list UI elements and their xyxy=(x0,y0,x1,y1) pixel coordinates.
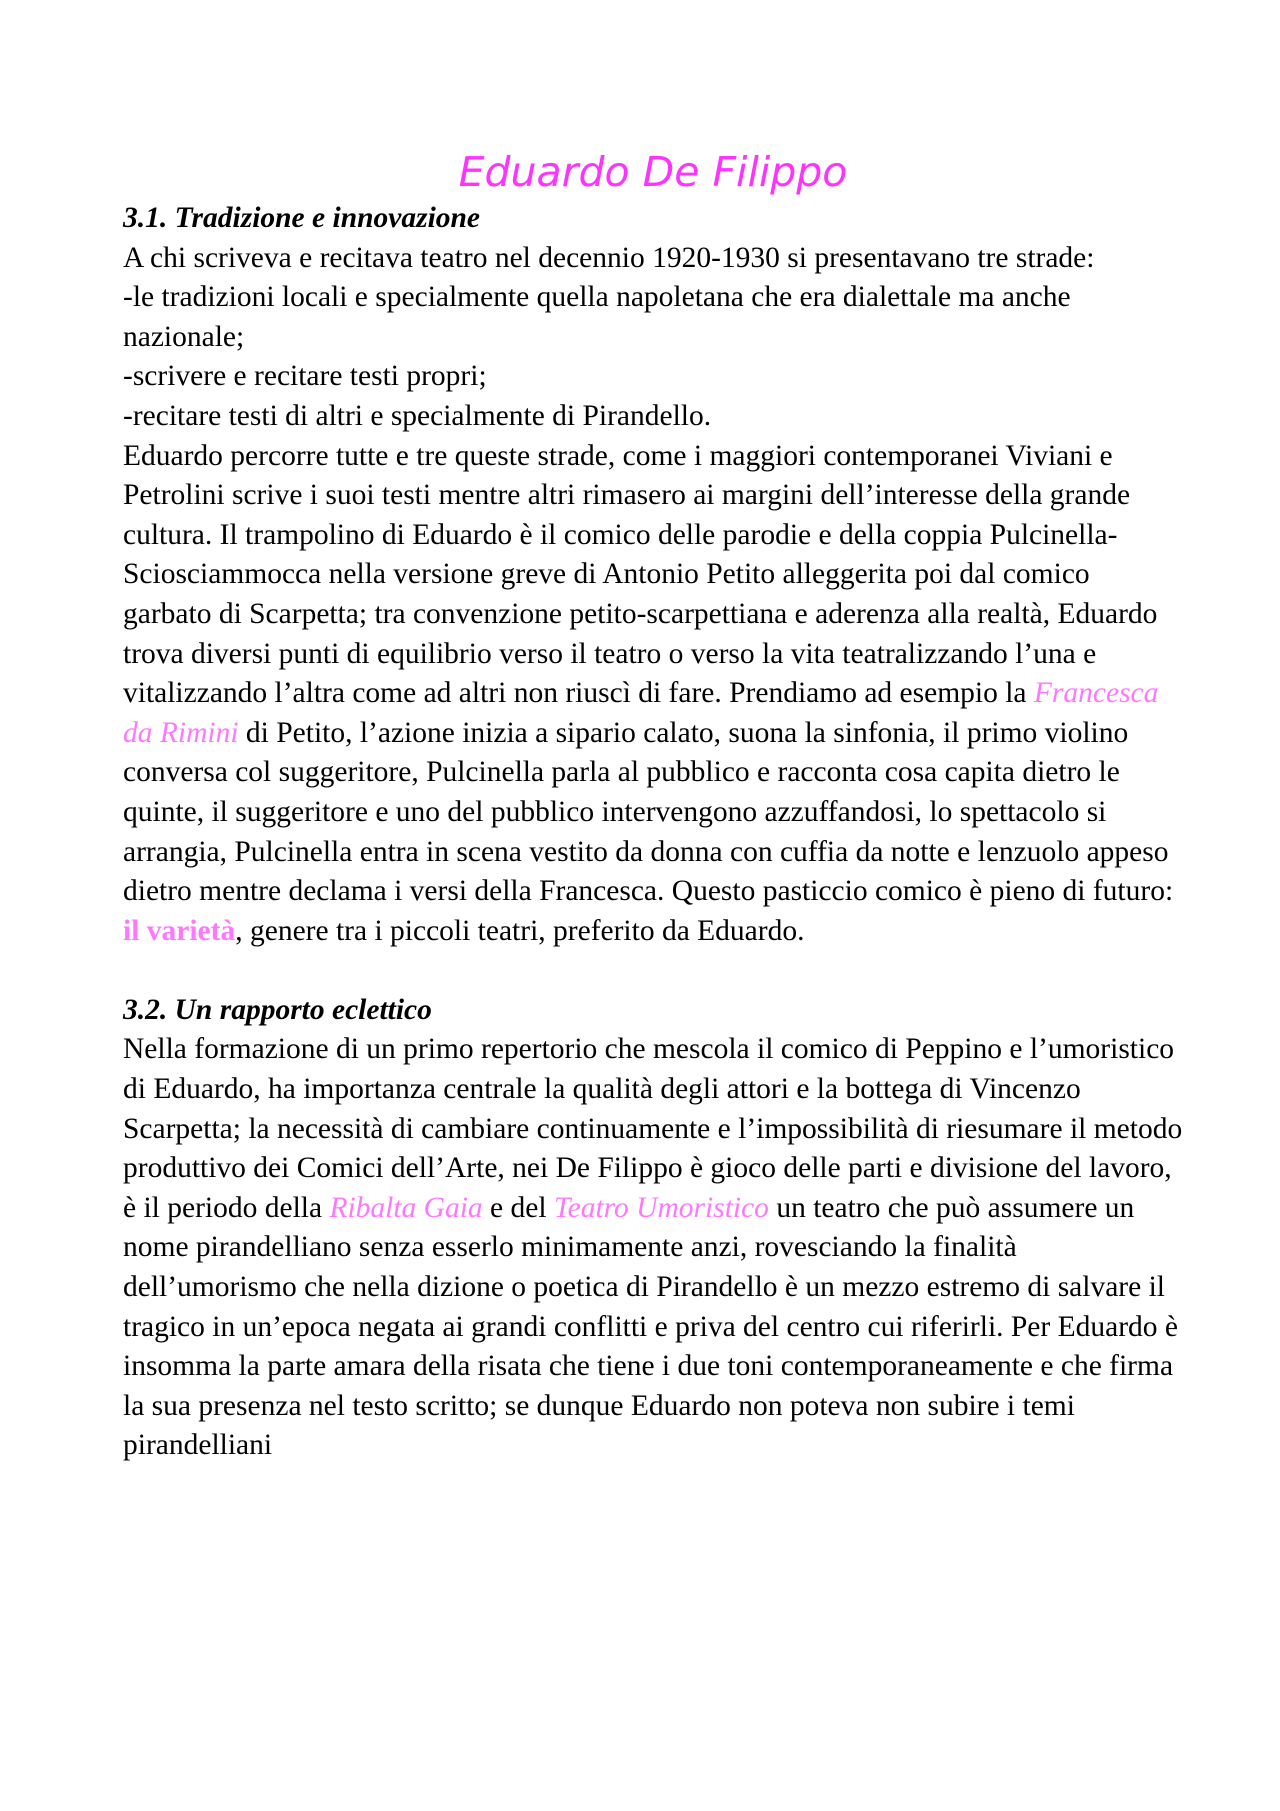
body-paragraph xyxy=(123,1030,1183,1466)
body-text: e del xyxy=(482,1191,554,1224)
work-title-francesca: Francesca da Rimini xyxy=(123,677,1159,749)
section-heading: 3.2. Un rapporto eclettico xyxy=(123,993,432,1026)
document-title: Eduardo De Filippo xyxy=(458,148,848,196)
section-1 xyxy=(123,199,1183,951)
section-2 xyxy=(123,991,1183,1466)
work-title-ribalta-gaia: Ribalta Gaia xyxy=(329,1191,483,1224)
list-item: -scrivere e recitare testi propri; xyxy=(123,360,487,393)
body-text: Nella formazione di un primo repertorio che mescola il comico di Peppino e l’umoristico di Eduardo, ha importanza centrale la qualità degli attori e la bottega di Vincenzo Scarpetta; la necessità di cambiare continuamente e l’impossibilità di riesumare il metodo produttivo dei Comici dell’Arte, nei De Filippo è gioco delle parti e divisione del lavoro, è il periodo della xyxy=(123,1033,1183,1224)
body-paragraph xyxy=(123,437,1183,952)
body-text: , genere tra i piccoli teatri, preferito da Eduardo. xyxy=(235,914,805,947)
blank-line xyxy=(123,951,1183,991)
highlight-varieta: il varietà xyxy=(123,914,236,947)
list-item: -recitare testi di altri e specialmente di Pirandello. xyxy=(123,399,712,432)
body-text: un teatro che può assumere un nome pirandelliano senza esserlo minimamente anzi, rovesciando la finalità dell’umorismo che nella dizione o poetica di Pirandello è un mezzo estremo di salvare il tragico in un’epoca negata ai grandi conflitti e priva del centro cui riferirli. Per Eduardo è insomma la parte amara della risata che tiene i due toni contemporaneamente e che firma la sua presenza nel testo scritto; se dunque Eduardo non poteva non subire i temi pirandelliani xyxy=(123,1191,1178,1462)
work-title-teatro-umoristico: Teatro Umoristico xyxy=(553,1191,769,1224)
list-item: -le tradizioni locali e specialmente quella napoletana che era dialettale ma anche nazionale; xyxy=(123,281,1071,353)
body-text: di Petito, l’azione inizia a sipario calato, suona la sinfonia, il primo violino conversa col suggeritore, Pulcinella parla al pubblico e racconta cosa capita dietro le quinte, il suggeritore e uno del pubblico intervengono azzuffandosi, lo spettacolo si arrangia, Pulcinella entra in scena vestito da donna con cuffia da notte e lenzuolo appeso dietro mentre declama i versi della Francesca. Questo pasticcio comico è pieno di futuro: xyxy=(123,716,1174,908)
document-page xyxy=(123,145,1183,1466)
section-heading: 3.1. Tradizione e innovazione xyxy=(123,202,481,234)
section-intro: A chi scriveva e recitava teatro nel decennio 1920-1930 si presentavano tre strade: xyxy=(123,241,1095,274)
body-text: Eduardo percorre tutte e tre queste strade, come i maggiori contemporanei Viviani e Petrolini scrive i suoi testi mentre altri rimasero ai margini dell’interesse della grande cultura. Il trampolino di Eduardo è il comico delle parodie e della coppia Pulcinella-Sciosciammocca nella versione greve di Antonio Petito alleggerita poi dal comico garbato di Scarpetta; tra convenzione petito-scarpettiana e aderenza alla realtà, Eduardo trova diversi punti di equilibrio verso il teatro o verso la vita teatralizzando l’una e vitalizzando l’altra come ad altri non riuscì di fare. Prendiamo ad esempio la xyxy=(123,439,1158,710)
